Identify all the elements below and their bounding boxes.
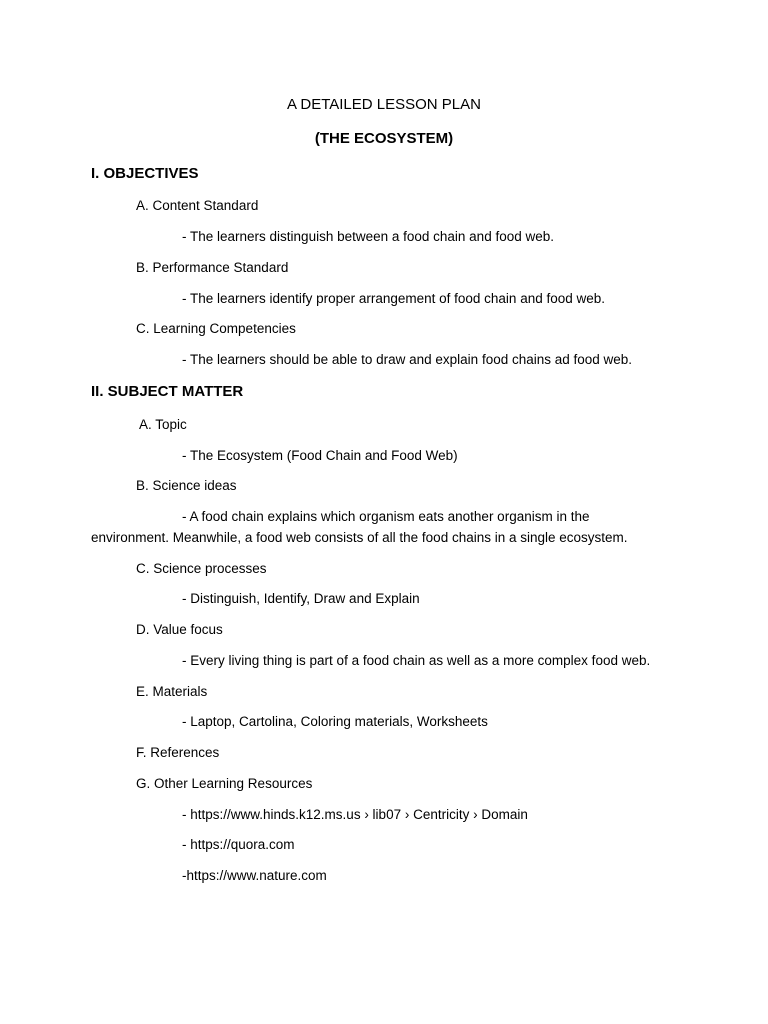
value-focus-detail: - Every living thing is part of a food chain as well as a more complex food web. — [182, 653, 651, 668]
other-resources-label: G. Other Learning Resources — [136, 776, 313, 791]
performance-standard-label: B. Performance Standard — [136, 260, 289, 275]
performance-standard-detail: - The learners identify proper arrangement of food chain and food web. — [182, 291, 606, 306]
science-processes-detail: - Distinguish, Identify, Draw and Explain — [182, 591, 420, 606]
topic-detail: - The Ecosystem (Food Chain and Food Web) — [182, 448, 458, 463]
document-subtitle: (THE ECOSYSTEM) — [314, 130, 454, 147]
topic-label: A. Topic — [139, 417, 187, 432]
science-ideas-detail-line2: environment. Meanwhile, a food web consists of all the food chains in a single ecosystem. — [91, 530, 628, 545]
value-focus-label: D. Value focus — [136, 622, 223, 637]
science-processes-label: C. Science processes — [136, 561, 267, 576]
content-standard-label: A. Content Standard — [136, 198, 259, 213]
learning-competencies-detail: - The learners should be able to draw and explain food chains ad food web. — [182, 352, 633, 367]
learning-competencies-label: C. Learning Competencies — [136, 321, 296, 336]
science-ideas-label: B. Science ideas — [136, 478, 237, 493]
science-ideas-detail-line1: - A food chain explains which organism eats another organism in the — [182, 509, 590, 524]
materials-detail: - Laptop, Cartolina, Coloring materials, Worksheets — [182, 714, 488, 729]
resource-link: - https://www.hinds.k12.ms.us › lib07 › Centricity › Domain — [182, 807, 528, 822]
resource-link: -https://www.nature.com — [182, 868, 327, 883]
references-label: F. References — [136, 745, 220, 760]
objectives-heading: I. OBJECTIVES — [91, 165, 199, 182]
materials-label: E. Materials — [136, 684, 208, 699]
subject-matter-heading: II. SUBJECT MATTER — [91, 383, 244, 400]
resource-link: - https://quora.com — [182, 837, 295, 852]
content-standard-detail: - The learners distinguish between a food chain and food web. — [182, 229, 554, 244]
document-title: A DETAILED LESSON PLAN — [287, 96, 481, 113]
